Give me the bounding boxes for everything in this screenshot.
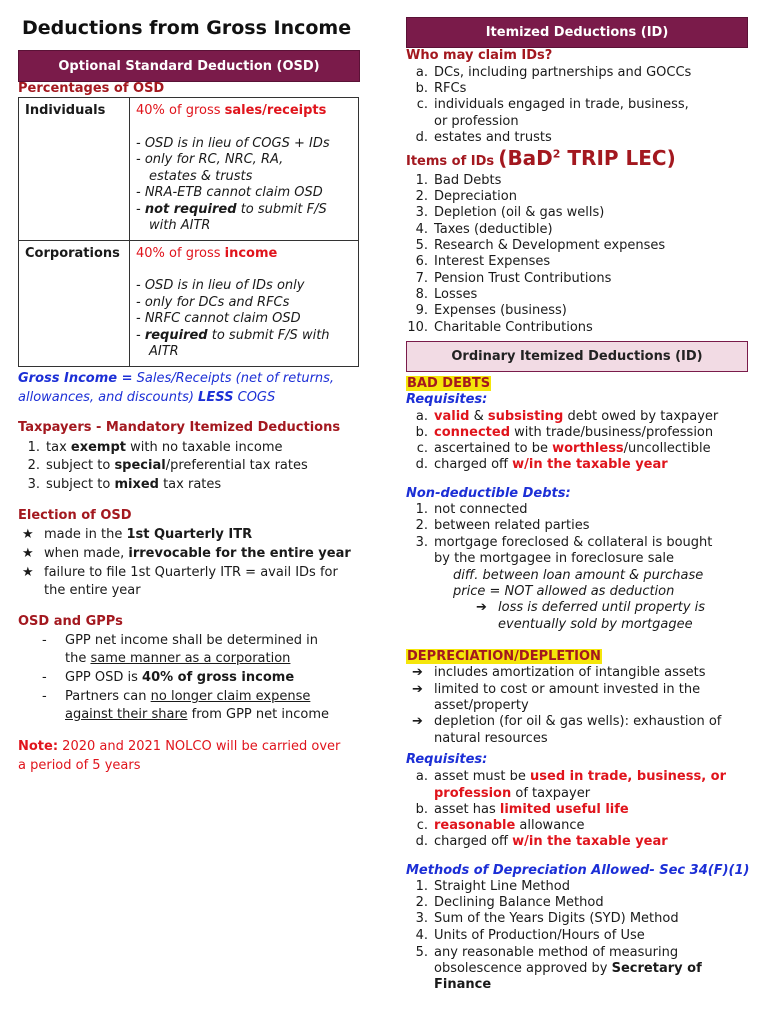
bullet: OSD is in lieu of COGS + IDs xyxy=(144,135,330,151)
item-number: 3. xyxy=(415,205,428,220)
item-text: by the mortgagee in foreclosure sale xyxy=(434,551,675,566)
item-text: debt owed by taxpayer xyxy=(563,409,719,424)
item-number: 1. xyxy=(415,502,428,517)
item-letter: a. xyxy=(415,409,428,424)
list-item xyxy=(406,928,645,944)
item-red: valid xyxy=(434,409,470,424)
item-text: Losses xyxy=(434,287,478,302)
individuals-cell: 40% of gross sales/receipts - OSD is in lieu of COGS + IDs - only for RC, NRC, RA, estates & trusts - NRA-ETB cannot claim OSD - not required to submit F/S with AITR xyxy=(130,98,359,241)
depreciation-heading: DEPRECIATION/DEPLETION xyxy=(407,649,601,664)
note-label: Note: xyxy=(18,739,59,754)
bold-word: required xyxy=(144,327,208,343)
item-text: /uncollectible xyxy=(623,441,711,456)
item-text: with no taxable income xyxy=(125,440,283,455)
cogs-text: COGS xyxy=(233,390,276,405)
osd-table xyxy=(18,97,359,367)
loss-line1 xyxy=(476,600,705,616)
bullet: only for DCs and RFCs xyxy=(144,294,290,310)
mnemonic xyxy=(498,146,675,170)
list-item xyxy=(406,130,552,146)
individuals-label: Individuals xyxy=(19,98,130,241)
list-item xyxy=(44,583,141,599)
page-title: Deductions from Gross Income xyxy=(22,17,352,39)
item-text: any reasonable method of measuring xyxy=(434,945,679,960)
item-letter: c. xyxy=(416,818,428,833)
item-text: subject to xyxy=(46,477,115,492)
bad-debts-heading-row xyxy=(406,376,491,391)
item-number: 3. xyxy=(415,535,428,550)
list-item xyxy=(406,320,593,336)
table-row xyxy=(19,98,359,241)
list-item xyxy=(406,222,553,238)
item-text: tax xyxy=(46,440,71,455)
depreciation-heading-row xyxy=(406,649,602,664)
item-bold: special xyxy=(114,458,166,473)
arrow-right-icon: ➔ xyxy=(412,665,423,680)
item-text: charged off xyxy=(434,457,513,472)
item-underline: same manner as a corporation xyxy=(90,651,291,666)
dash: - xyxy=(42,633,47,648)
list-item xyxy=(406,97,689,113)
bullet: AITR xyxy=(149,344,179,359)
item-text: Straight Line Method xyxy=(434,879,570,894)
item-bold: exempt xyxy=(70,440,126,455)
list-item xyxy=(406,287,477,303)
list-item xyxy=(406,254,550,270)
rate-emph: income xyxy=(224,245,278,261)
item-number: 1. xyxy=(27,440,40,455)
list-item xyxy=(406,769,726,785)
list-item xyxy=(18,440,283,456)
election-heading: Election of OSD xyxy=(18,508,132,523)
rate-prefix: 40% of gross xyxy=(136,245,225,261)
item-letter: d. xyxy=(415,130,428,145)
list-item xyxy=(406,457,668,473)
item-text: depletion (for oil & gas wells): exhaustion of xyxy=(434,714,722,729)
item-text: between related parties xyxy=(434,518,590,533)
list-item xyxy=(434,731,548,747)
bold-word: not required xyxy=(144,201,237,217)
list-item xyxy=(22,565,338,581)
list-item xyxy=(406,551,674,567)
mnemonic-b: TRIP LEC) xyxy=(560,146,676,170)
rate-emph: sales/receipts xyxy=(224,103,327,118)
item-text: with trade/business/profession xyxy=(510,425,714,440)
item-number: 2. xyxy=(27,458,40,473)
item-text: Declining Balance Method xyxy=(434,895,604,910)
id-banner: Itemized Deductions (ID) xyxy=(406,17,748,48)
item-red: worthless xyxy=(552,441,624,456)
item-underline: no longer claim expense xyxy=(150,689,311,704)
item-red: reasonable xyxy=(434,818,516,833)
mandatory-heading: Taxpayers - Mandatory Itemized Deductions xyxy=(18,420,341,435)
list-item xyxy=(406,173,501,189)
item-letter: d. xyxy=(415,457,428,472)
bullet: NRFC cannot claim OSD xyxy=(144,311,301,326)
bullet: OSD is in lieu of IDs only xyxy=(144,278,305,293)
item-text: the entire year xyxy=(44,583,141,598)
note-line2 xyxy=(18,758,140,773)
who-heading: Who may claim IDs? xyxy=(406,48,553,63)
item-text: of taxpayer xyxy=(511,786,591,801)
item-text: Depletion (oil & gas wells) xyxy=(434,205,605,220)
list-item xyxy=(406,961,702,977)
item-number: 4. xyxy=(415,222,428,237)
item-text: mortgage foreclosed & collateral is bought xyxy=(434,535,713,550)
items-heading: Items of IDs xyxy=(406,154,495,169)
item-text: tax rates xyxy=(158,477,222,492)
item-underline: against their share xyxy=(65,707,188,722)
list-item xyxy=(406,911,679,927)
list-item xyxy=(434,786,590,802)
list-item xyxy=(406,502,528,518)
item-text: limited to cost or amount invested in the xyxy=(434,682,701,697)
list-item xyxy=(406,879,570,895)
list-item xyxy=(412,714,721,730)
item-text: RFCs xyxy=(434,81,467,96)
item-text: failure to file 1st Quarterly ITR = avail IDs for xyxy=(44,565,338,580)
item-number: 2. xyxy=(415,189,428,204)
item-text: the xyxy=(65,651,91,666)
item-letter: b. xyxy=(415,81,428,96)
list-item xyxy=(406,114,519,130)
item-bold: 1st Quarterly ITR xyxy=(126,527,253,542)
item-letter: c. xyxy=(416,97,428,112)
bullet: to submit F/S with xyxy=(211,327,330,343)
item-number: 2. xyxy=(415,895,428,910)
list-item xyxy=(22,546,351,562)
item-text: asset has xyxy=(434,802,500,817)
star-icon: ★ xyxy=(22,565,34,580)
item-letter: c. xyxy=(416,441,428,456)
gross-income-text: Sales/Receipts (net of returns, xyxy=(132,371,335,386)
gross-income-label: Gross Income = xyxy=(18,371,133,386)
arrow-right-icon: ➔ xyxy=(476,600,487,615)
item-red: limited useful life xyxy=(499,802,629,817)
note-text: a period of 5 years xyxy=(18,758,141,773)
mnemonic-sup: 2 xyxy=(552,147,561,161)
table-row xyxy=(19,240,359,366)
item-text: allowance xyxy=(515,818,585,833)
gpp-heading: OSD and GPPs xyxy=(18,614,123,629)
item-text: & xyxy=(469,409,488,424)
list-item xyxy=(406,65,691,81)
item-number: 2. xyxy=(415,518,428,533)
item-text: estates and trusts xyxy=(434,130,552,145)
dash: - xyxy=(42,689,47,704)
ordinary-banner: Ordinary Itemized Deductions (ID) xyxy=(406,341,748,372)
item-text: ascertained to be xyxy=(434,441,553,456)
item-text: Research & Development expenses xyxy=(434,238,666,253)
corporations-cell: 40% of gross income - OSD is in lieu of IDs only - only for DCs and RFCs - NRFC cannot claim OSD - required to submit F/S with AITR xyxy=(130,240,359,366)
list-item xyxy=(406,425,713,441)
item-number: 6. xyxy=(415,254,428,269)
item-text: GPP net income shall be determined in xyxy=(65,633,319,648)
item-text: when made, xyxy=(44,546,129,561)
item-text: GPP OSD is xyxy=(65,670,143,685)
item-letter: b. xyxy=(415,802,428,817)
arrow-right-icon: ➔ xyxy=(412,682,423,697)
osd-banner: Optional Standard Deduction (OSD) xyxy=(18,50,360,82)
item-red: w/in the taxable year xyxy=(512,457,668,472)
list-item xyxy=(412,665,706,681)
item-number: 3. xyxy=(27,477,40,492)
list-item xyxy=(434,698,529,714)
item-letter: a. xyxy=(415,65,428,80)
list-item xyxy=(406,834,668,850)
list-item xyxy=(406,518,590,534)
item-number: 9. xyxy=(415,303,428,318)
item-text: includes amortization of intangible assets xyxy=(434,665,706,680)
item-red: used in trade, business, or xyxy=(530,769,727,784)
item-bold: 40% of gross income xyxy=(142,670,295,685)
item-text: subject to xyxy=(46,458,115,473)
items-heading-row xyxy=(406,146,676,170)
bullet: estates & trusts xyxy=(149,168,253,184)
list-item xyxy=(406,895,604,911)
diff-line2: price = NOT allowed as deduction xyxy=(453,584,675,599)
item-text: made in the xyxy=(44,527,127,542)
item-text: natural resources xyxy=(434,731,548,746)
item-text: Partners can xyxy=(65,689,151,704)
list-item xyxy=(42,689,310,705)
list-item xyxy=(18,477,221,493)
item-text: asset/property xyxy=(434,698,529,713)
diff-line1: diff. between loan amount & purchase xyxy=(453,568,704,583)
item-bold: Secretary of xyxy=(611,961,702,976)
item-number: 1. xyxy=(415,879,428,894)
list-item xyxy=(406,802,629,818)
item-number: 4. xyxy=(415,928,428,943)
item-text: Units of Production/Hours of Use xyxy=(434,928,645,943)
item-text: from GPP net income xyxy=(187,707,329,722)
list-item xyxy=(42,670,294,686)
list-item xyxy=(434,977,491,993)
star-icon: ★ xyxy=(22,546,34,561)
item-red: connected xyxy=(434,425,511,440)
item-number: 5. xyxy=(415,238,428,253)
item-text: Bad Debts xyxy=(434,173,502,188)
corporations-label: Corporations xyxy=(19,240,130,366)
item-text: Depreciation xyxy=(434,189,517,204)
bullet: to submit F/S xyxy=(240,201,327,217)
requisites-heading: Requisites: xyxy=(406,392,488,407)
item-text: Taxes (deductible) xyxy=(434,222,553,237)
item-text: not connected xyxy=(434,502,528,517)
gross-income-line1 xyxy=(18,371,334,386)
item-number: 10. xyxy=(407,320,428,335)
item-red: profession xyxy=(434,786,512,801)
list-item xyxy=(406,238,665,254)
bullet: NRA-ETB cannot claim OSD xyxy=(144,185,323,200)
note-line1 xyxy=(18,739,340,754)
item-text: asset must be xyxy=(434,769,531,784)
item-red: subsisting xyxy=(487,409,564,424)
gross-income-line2 xyxy=(18,390,275,405)
rate-prefix: 40% of gross xyxy=(136,103,225,118)
item-text: Charitable Contributions xyxy=(434,320,593,335)
bullet: only for RC, NRC, RA, xyxy=(144,152,284,167)
list-item xyxy=(406,818,585,834)
item-text: Sum of the Years Digits (SYD) Method xyxy=(434,911,679,926)
mnemonic-a: (BaD xyxy=(498,146,553,170)
list-item xyxy=(18,458,308,474)
item-letter: b. xyxy=(415,425,428,440)
list-item xyxy=(406,303,567,319)
list-item xyxy=(65,707,329,723)
list-item xyxy=(406,535,712,551)
item-number: 5. xyxy=(415,945,428,960)
item-text: loss is deferred until property is xyxy=(498,600,706,615)
item-bold: Finance xyxy=(434,977,492,992)
list-item xyxy=(406,441,711,457)
list-item xyxy=(406,81,466,97)
item-number: 3. xyxy=(415,911,428,926)
item-bold: irrevocable for the entire year xyxy=(128,546,351,561)
list-item xyxy=(42,633,318,649)
item-letter: a. xyxy=(415,769,428,784)
less-keyword: LESS xyxy=(198,390,234,405)
item-number: 8. xyxy=(415,287,428,302)
note-text: 2020 and 2021 NOLCO will be carried over xyxy=(58,739,341,754)
item-text: Expenses (business) xyxy=(434,303,567,318)
item-text: DCs, including partnerships and GOCCs xyxy=(434,65,692,80)
item-text: /preferential tax rates xyxy=(165,458,308,473)
list-item xyxy=(406,205,604,221)
list-item xyxy=(406,189,517,205)
loss-line2: eventually sold by mortgagee xyxy=(498,617,693,632)
list-item xyxy=(406,945,678,961)
dash: - xyxy=(42,670,47,685)
list-item xyxy=(406,271,611,287)
item-text: Interest Expenses xyxy=(434,254,551,269)
percentages-heading: Percentages of OSD xyxy=(18,81,165,96)
bullet: with AITR xyxy=(149,218,211,233)
item-text: obsolescence approved by xyxy=(434,961,612,976)
item-letter: d. xyxy=(415,834,428,849)
arrow-right-icon: ➔ xyxy=(412,714,423,729)
item-text: individuals engaged in trade, business, xyxy=(434,97,689,112)
item-red: w/in the taxable year xyxy=(512,834,668,849)
item-text: charged off xyxy=(434,834,513,849)
item-number: 7. xyxy=(415,271,428,286)
list-item xyxy=(406,409,718,425)
list-item xyxy=(22,527,252,543)
list-item xyxy=(412,682,700,698)
item-text: or profession xyxy=(434,114,519,129)
star-icon: ★ xyxy=(22,527,34,542)
item-number: 1. xyxy=(415,173,428,188)
item-text: Pension Trust Contributions xyxy=(434,271,612,286)
gross-income-text: allowances, and discounts) xyxy=(18,390,199,405)
requisites-heading: Requisites: xyxy=(406,752,488,767)
list-item xyxy=(65,651,290,667)
nondeductible-heading: Non-deductible Debts: xyxy=(406,486,571,501)
item-bold: mixed xyxy=(114,477,159,492)
methods-heading: Methods of Depreciation Allowed- Sec 34(F)(1) xyxy=(406,863,750,878)
bad-debts-heading: BAD DEBTS xyxy=(407,376,491,391)
